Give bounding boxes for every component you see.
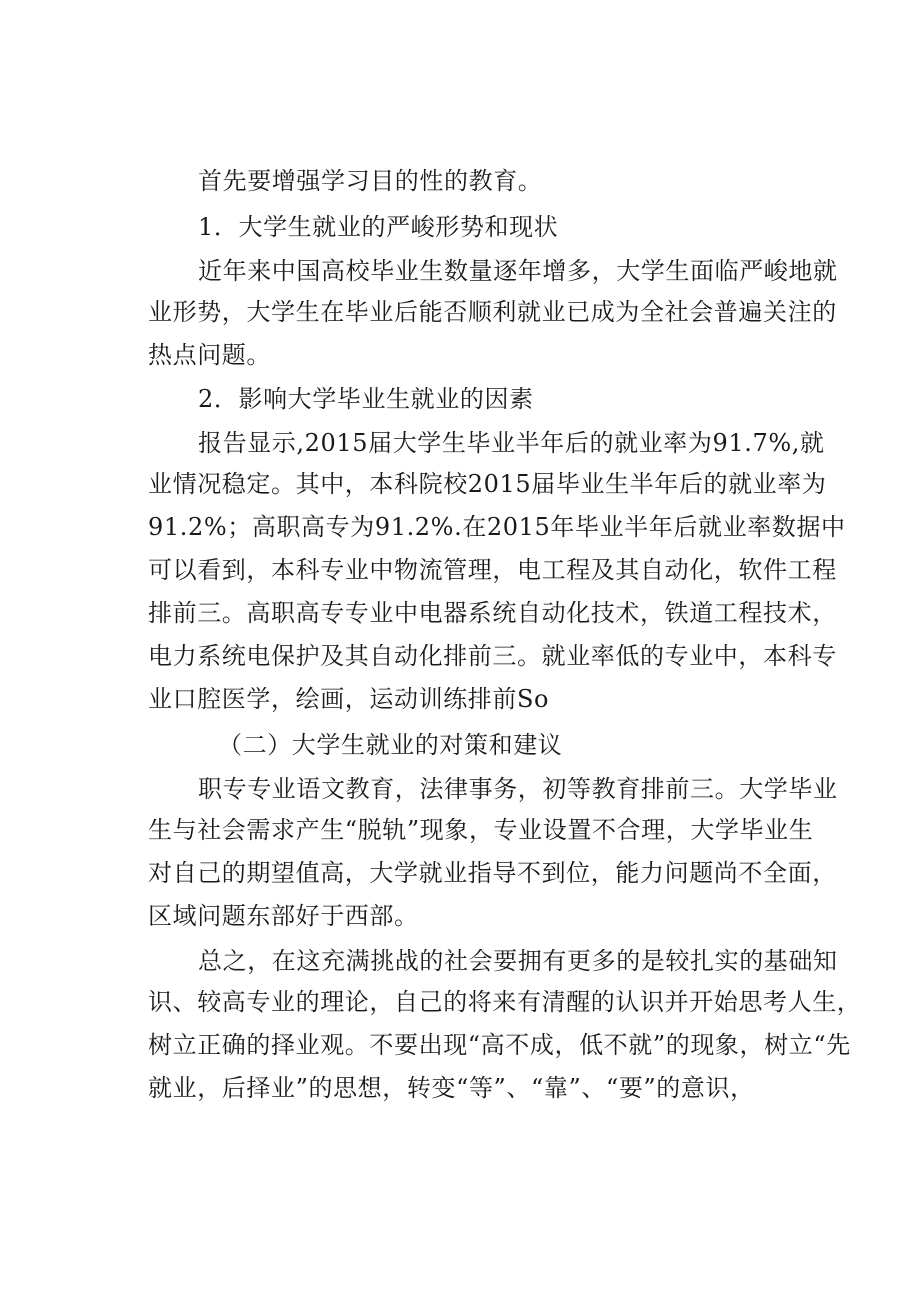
- paragraph-line: 热点问题。: [148, 341, 271, 369]
- paragraph-line: 报告显示,2015届大学生毕业半年后的就业率为91.7%,就: [198, 429, 825, 457]
- paragraph-line: 91.2%；高职高专为91.2%.在2015年毕业半年后就业率数据中: [148, 513, 846, 541]
- paragraph-line: 总之，在这充满挑战的社会要拥有更多的是较扎实的基础知: [198, 947, 838, 975]
- paragraph-line: 电力系统电保护及其自动化排前三。就业率低的专业中，本科专: [148, 642, 837, 670]
- paragraph-line: 就业，后择业”的思想，转变“等”、“靠”、“要”的意识，: [148, 1074, 755, 1102]
- section-heading-1: 1．大学生就业的严峻形势和现状: [198, 213, 559, 241]
- paragraph-line: 生与社会需求产生“脱轨”现象，专业设置不合理，大学毕业生: [148, 816, 814, 844]
- paragraph-line: 业口腔医学，绘画，运动训练排前So: [148, 685, 550, 713]
- paragraph-line: 树立正确的择业观。不要出现“高不成，低不就”的现象，树立“先: [148, 1031, 851, 1059]
- paragraph-line: 业情况稳定。其中，本科院校2015届毕业生半年后的就业率为: [148, 470, 827, 498]
- section-heading-2: 2．影响大学毕业生就业的因素: [198, 385, 534, 413]
- paragraph-line: 职专专业语文教育，法律事务，初等教育排前三。大学毕业: [198, 775, 838, 803]
- paragraph-line: 区域问题东部好于西部。: [148, 902, 419, 930]
- paragraph-line: 排前三。高职高专专业中电器系统自动化技术，铁道工程技术，: [148, 599, 837, 627]
- paragraph-line: 可以看到，本科专业中物流管理，电工程及其自动化，软件工程: [148, 556, 837, 584]
- paragraph-line: 识、较高专业的理论，自己的将来有清醒的认识并开始思考人生，: [148, 988, 862, 1016]
- paragraph-line: 近年来中国高校毕业生数量逐年增多，大学生面临严峻地就: [198, 257, 838, 285]
- paragraph-line: 首先要增强学习目的性的教育。: [198, 167, 543, 195]
- section-heading-3: （二）大学生就业的对策和建议: [218, 731, 563, 759]
- paragraph-line: 业形势，大学生在毕业后能否顺利就业已成为全社会普遍关注的: [148, 298, 837, 326]
- paragraph-line: 对自己的期望值高，大学就业指导不到位，能力问题尚不全面，: [148, 859, 837, 887]
